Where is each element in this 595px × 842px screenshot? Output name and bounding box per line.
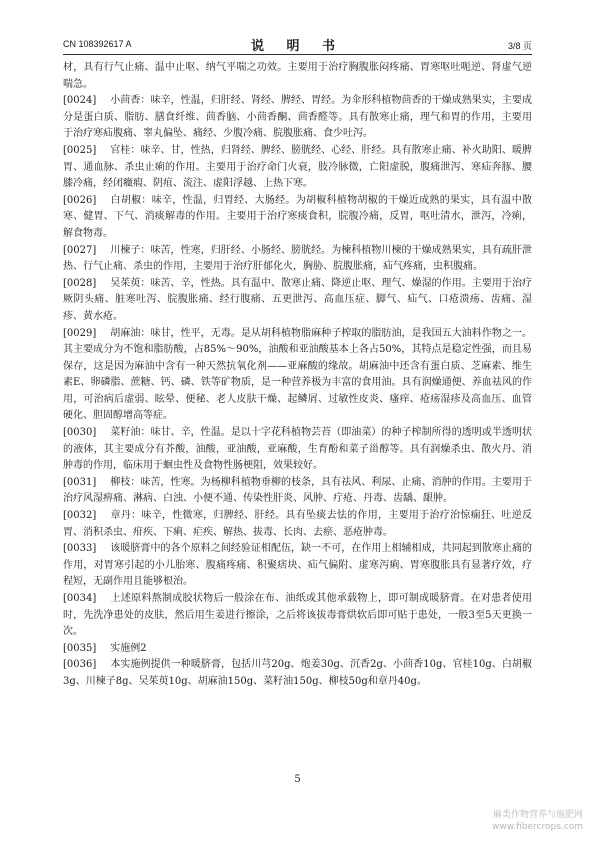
paragraph-text: 白胡椒：味辛，性温，归胃经、大肠经。为胡椒科植物胡椒的干燥近成熟的果实，具有温中散寒、健胃、下气、消痰解毒的作用。主要用于治疗寒痰食积，脘腹冷痛，反胃，呕吐清水，泄泻，冷痢，解食物毒。	[63, 194, 532, 239]
watermark	[492, 809, 583, 833]
paragraph-number: [0028]	[63, 277, 97, 289]
paragraph-number: [0035]	[63, 642, 97, 654]
paragraph-text: 小茴香：味辛，性温，归肝经、肾经、脾经、胃经。为伞形科植物茴香的干燥成熟果实，主要成分是蛋白质、脂肪、膳食纤维、茴香脑、小茴香酮、茴香醛等。具有散寒止痛，理气和胃的作用，主要用于治疗寒疝腹痛、睾丸偏坠、痛经、少腹冷痛、脘腹胀痛、食少吐泻。	[63, 95, 532, 140]
paragraph-0024	[63, 93, 532, 143]
paragraph-text: 上述原料熬制成胶状物后一般涂在布、油纸或其他承载物上，即可制成暖脐膏。在对患者使用时，先洗净患处的皮肤，然后用生姜进行擦涂，之后将该拔毒膏烘软后即可贴于患处，一般3至5天更换一次。	[63, 593, 532, 638]
paragraph-number: [0032]	[63, 510, 97, 522]
page-number: 5	[294, 774, 301, 785]
paragraph-number: [0034]	[63, 593, 97, 604]
paragraph-0035	[63, 641, 532, 658]
paragraph-number: [0027]	[63, 244, 97, 256]
paragraph-0029	[63, 326, 532, 426]
paragraph-text: 官桂：味辛、甘，性热，归肾经、脾经、膀胱经、心经、肝经。具有散寒止痛、补火助阳、暖脾胃、通血脉、杀虫止痢的作用。主要用于治疗命门火衰，肢冷脉微，亡阳虚脱，腹痛泄泻、寒疝奔豚、腰膝冷痛，经闭癥瘕、阴疽、流注、虚阳浮越、上热下寒。	[63, 144, 532, 190]
paragraph-number: [0026]	[63, 194, 97, 206]
paragraph-number: [0029]	[63, 327, 97, 339]
paragraph-text: 该暖脐膏中的各个原料之间经验证相配伍，缺一不可，在作用上相辅相成，共同起到散寒止痛的作用，对胃寒引起的小儿胎寒、腹痛疼痛、积聚痞块、疝气偏附、虚寒泻痢、胃寒腹胀具有显著疗效，疗程短，无副作用且能够根治。	[63, 543, 532, 588]
document-body	[63, 60, 532, 691]
continuation-text: 材，具有行气止痛、温中止呕、纳气平喘之功效。主要用于治疗胸腹胀闷疼痛、胃寒呕吐呃逆、肾虚气逆喘急。	[63, 62, 532, 90]
paragraph-text: 吴茱萸：味苦、辛，性热。具有温中、散寒止痛、降逆止呕、理气、燥湿的作用。主要用于治疗厥阴头痛、脏寒吐泻、脘腹胀痛、经行腹痛、五更泄泻、高血压症、脚气、疝气、口疮溃疡、齿痛、湿疹、黄水疮。	[63, 277, 532, 322]
paragraph-0036	[63, 657, 532, 690]
paragraph-0033	[63, 541, 532, 591]
paragraph-text: 本实施例提供一种暖脐膏，包括川芎20g、炮姜30g、沉香2g、小茴香10g、官桂10g、白胡椒3g、川楝子8g、吴茱萸10g、胡麻油150g、菜籽油150g、柳枝50g和章丹40g。	[63, 659, 532, 687]
paragraph-0025	[63, 143, 532, 193]
paragraph-number: [0025]	[63, 144, 97, 156]
paragraph-number: [0024]	[63, 95, 97, 107]
watermark-site-name: 麻类作物营养与施肥网	[492, 810, 583, 820]
paragraph-number: [0031]	[63, 476, 97, 488]
example-heading: 实施例2	[110, 642, 147, 654]
paragraph-0031	[63, 475, 532, 508]
paragraph-number: [0033]	[63, 543, 97, 555]
paragraph-text: 章丹：味辛，性微寒，归脾经、肝经。具有坠痰去怯的作用，主要用于治疗治惊痫狂、吐逆反胃、消积杀虫、疳疾、下痢、疟疾、解热、拔毒、长肉、去瘀、恶疮肿毒。	[63, 510, 532, 538]
page-header	[63, 34, 532, 55]
paragraph-0034	[63, 591, 532, 641]
paragraph-0027	[63, 243, 532, 276]
paragraph-number: [0030]	[63, 427, 97, 439]
document-title: 说 明 书	[250, 39, 345, 54]
paragraph-text: 柳枝：味苦，性寒。为杨柳科植物垂柳的枝条，具有祛风、利尿、止痛、消肿的作用。主要用于治疗风湿痹痛、淋病、白浊、小便不通、传染性肝炎、风肿、疔疮、丹毒、齿龋、龈肿。	[63, 476, 532, 505]
paragraph-0030	[63, 425, 532, 475]
paragraph-text: 川楝子：味苦，性寒，归肝经、小肠经、膀胱经。为楝科植物川楝的干燥成熟果实，具有疏肝泄热、行气止痛、杀虫的作用，主要用于治疗肝郁化火，胸胁、脘腹胀痛，疝气疼痛，虫积腹痛。	[63, 244, 532, 273]
paragraph-0032	[63, 508, 532, 541]
paragraph-text: 胡麻油：味甘，性平，无毒。是从胡科植物脂麻种子榨取的脂肪油，是我国五大油料作物之一。其主要成分为不饱和脂肪酸，占85%～90%，油酸和亚油酸基本上各占50%，其特点是稳定性强，而且易保存，这是因为麻油中含有一种天然抗氧化剂——亚麻酸的缘故。胡麻油中还含有蛋白质、芝麻素、维生素E、卵磷脂、蔗糖、钙、磷、铁等矿物质，是一种营养极为丰富的食用油。具有润燥通便、养血祛风的作用，可治病后虚弱、眩晕、便秘、老人皮肤干燥、起鳞屑、过敏性皮炎、瘙痒、疮疡湿疹及高血压、血管硬化、胆固醇增高等症。	[63, 327, 532, 422]
publication-number: CN 108392617 A	[63, 39, 132, 49]
watermark-url: www.fibercrops.com	[492, 822, 583, 832]
paragraph-text: 菜籽油：味甘、辛，性温。是以十字花科植物芸苔（即油菜）的种子榨制所得的透明或半透明状的液体，其主要成分有芥酸，油酸，亚油酸，亚麻酸，生育酚和菜子甾醇等。具有润燥杀虫、散火丹、消肿毒的作用，临床用于蛔虫性及食物性肠梗阻，效果较好。	[63, 427, 532, 472]
page-of-total: 3/8 页	[507, 41, 532, 51]
paragraph-0026	[63, 193, 532, 243]
paragraph-0028	[63, 276, 532, 326]
paragraph-number: [0036]	[63, 659, 97, 671]
